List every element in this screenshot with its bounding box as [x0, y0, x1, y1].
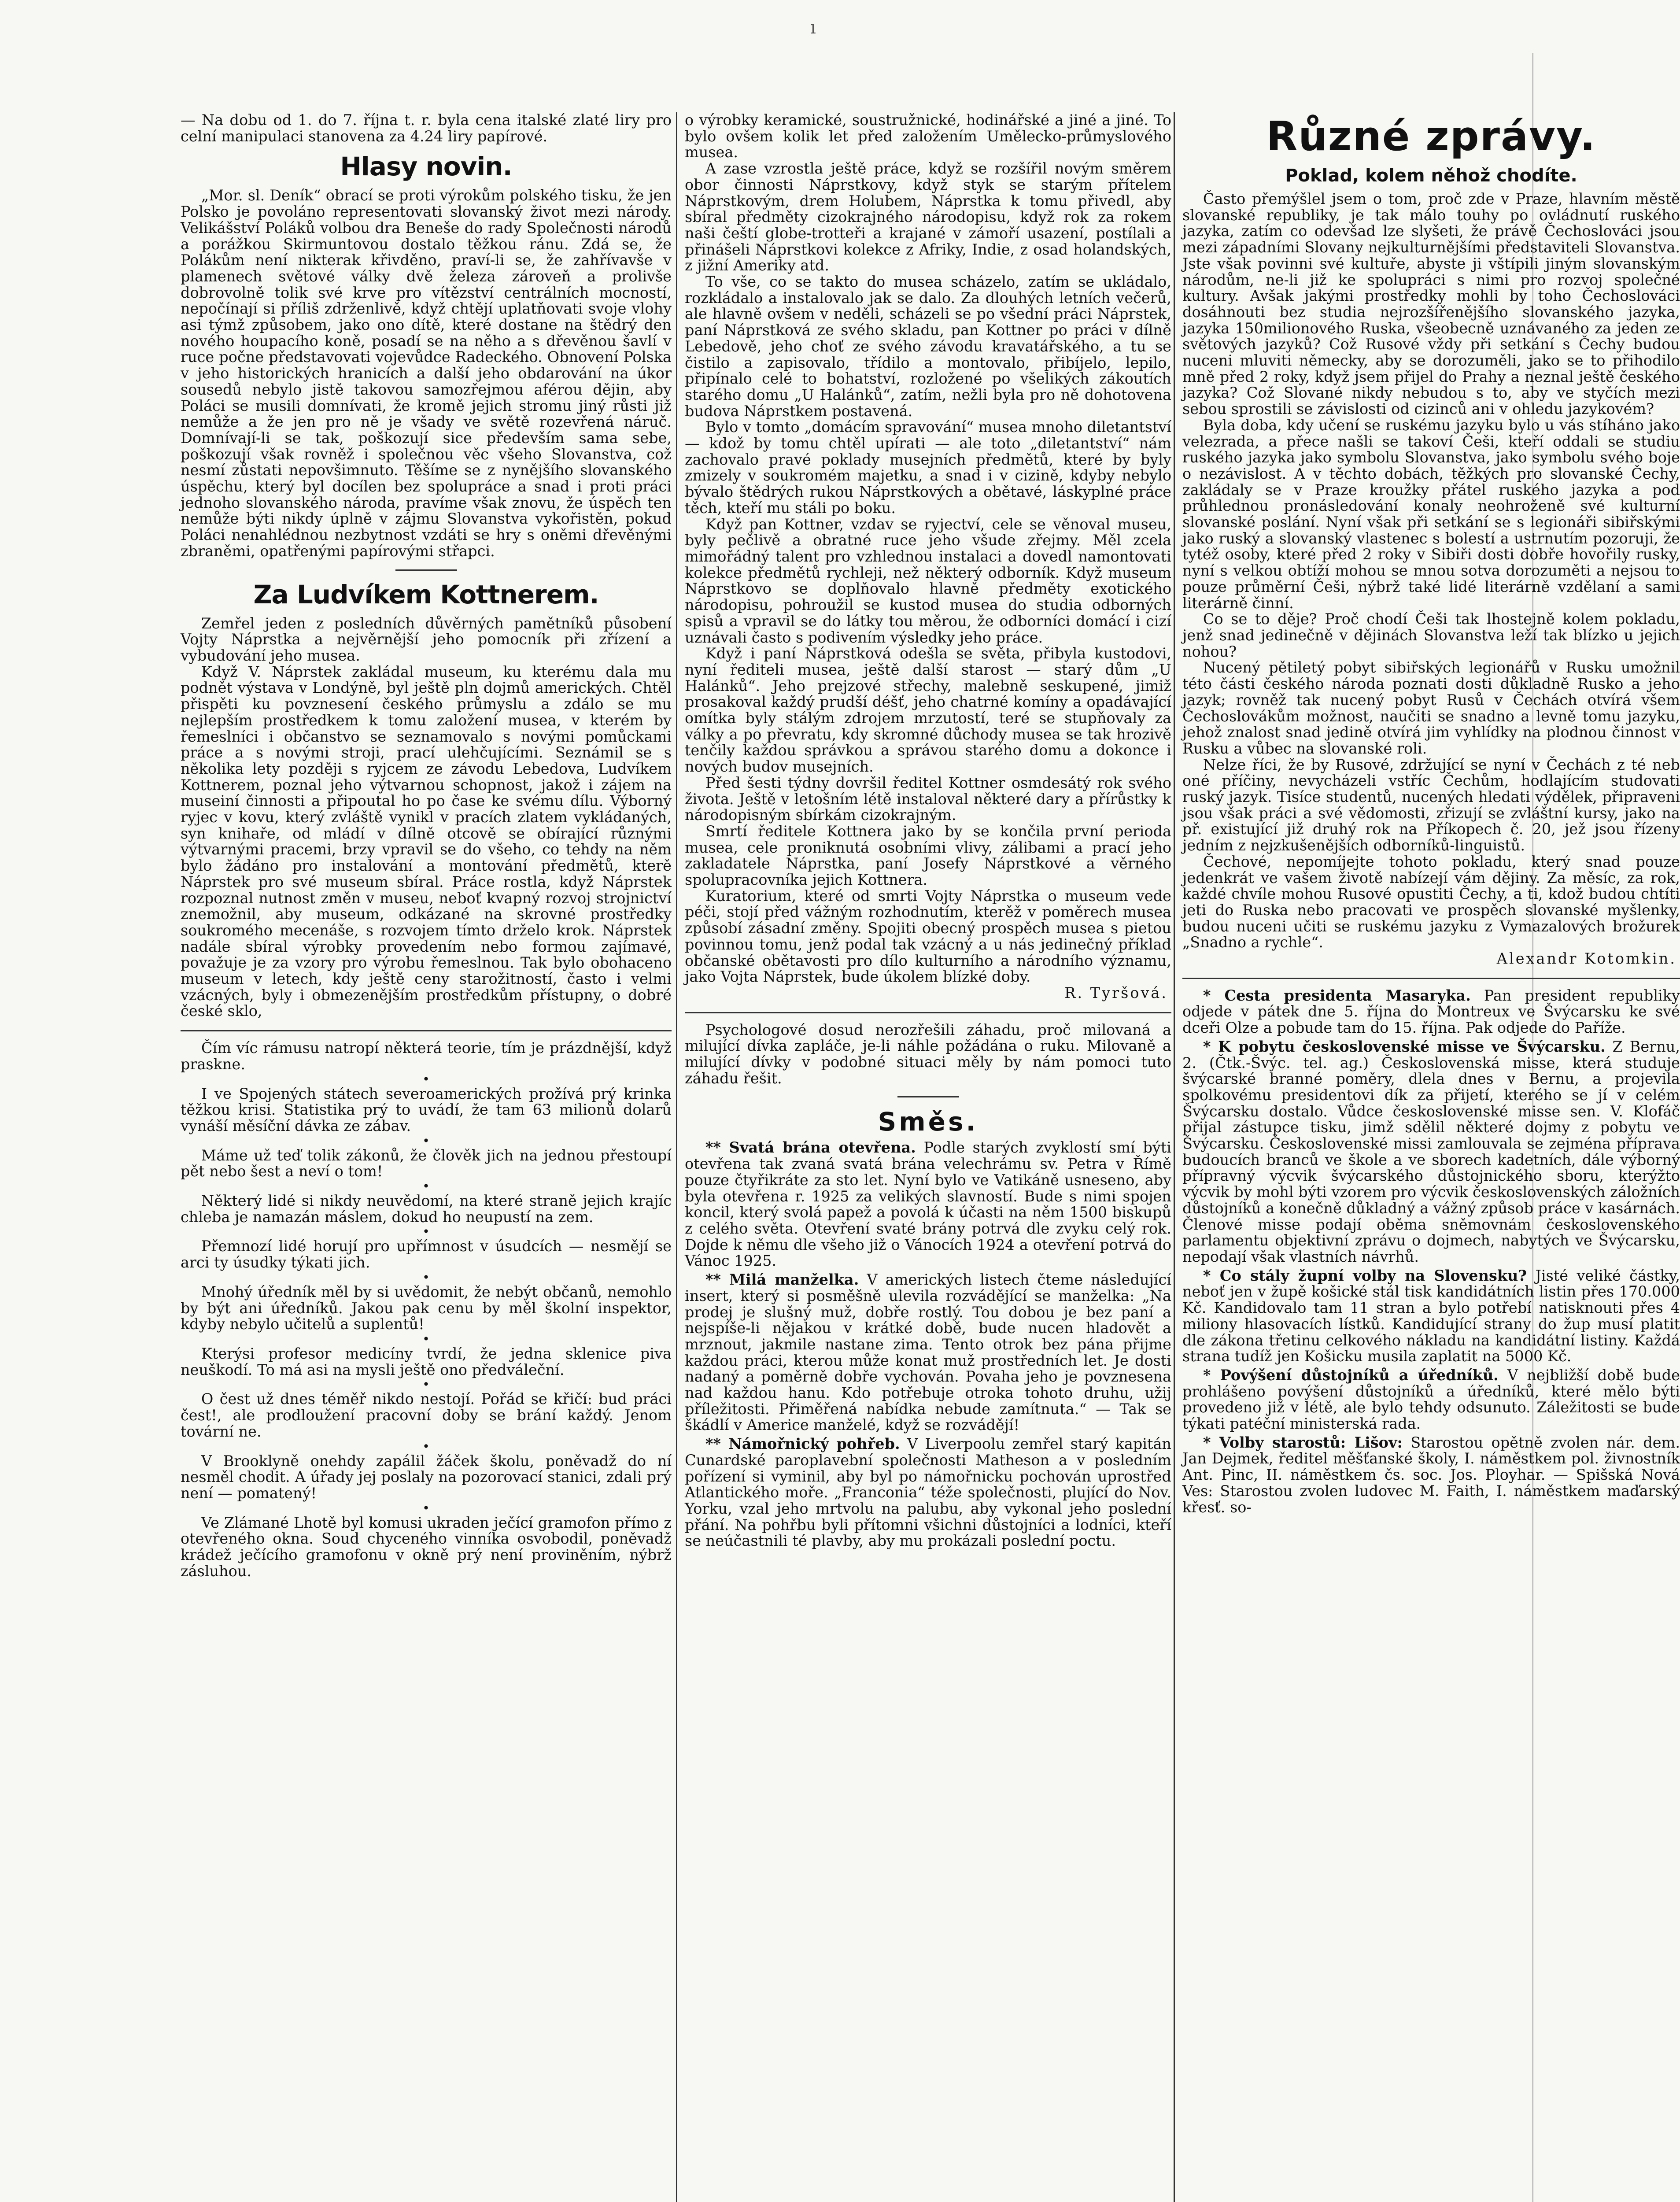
column-rule-2: [1174, 112, 1175, 2202]
filler-item: Psychologové dosud nerozřešili záhadu, proč milovaná a milující dívka zapláče, je-li náhle požádána o ruku. Milovaně a milující dívky v podobné situaci měly by nám pomoci tuto záhadu řešit.: [685, 1021, 1171, 1087]
filler-item: Mnohý úředník měl by si uvědomit, že nebýt občanů, nemohlo by být ani úředníků. Jakou pak cenu by měl školní inspektor, kdyby nebylo učitelů a suplentů!: [181, 1283, 672, 1333]
kottner-continued: Bylo v tomto „domácím spravování“ musea mnoho diletantství — kdož by tomu chtěl upírati — ale toto „diletantství“ nám zachovalo pravé poklady musejních předmětů, které by byly zmizely v soukromém majetku, a snad i v cizině, kdyby nebylo bývalo štědrých rukou Náprstkových a obětavé, láskyplné práce těch, kteří mu stáli po boku.: [685, 418, 1171, 517]
article-paragraph: Čechové, nepomíjejte tohoto pokladu, který snad pouze jedenkrát ve vašem životě nabízejí vám dějiny. Za měsíc, za rok, každé chvíle mohou Rusové opustiti Čechy, a ti, kdož budou chtíti jeti do Ruska nebo pracovati ve prospěch slovanské myšlenky, budou nuceni učiti se ruskému jazyku z Vymazalových brožurek „Snadno a rychle“.: [1182, 853, 1680, 951]
separator-dot: •: [422, 1270, 430, 1285]
section-rule: [685, 1012, 1171, 1013]
news-item: [1182, 1039, 1680, 1265]
article-paragraph: Nucený pětiletý pobyt sibiřských legionářů v Rusku umožnil této části českého národa poznati dosti důkladně Rusko a jeho jazyk; rovněž tak nucený pobyt Rusů v Čechách otvírá všem Čechoslovákům možnost, naučiti se snadno a levně tomu jazyku, jehož znalost snad jedině otvírá jim vyhlídky na plodnou činnost v Rusku a vůbec na slovanské roli.: [1182, 659, 1680, 757]
news-item-title: * Povýšení důstojníků a úředníků.: [1203, 1366, 1499, 1384]
kottner-paragraph: Zemřel jeden z posledních důvěrných pamětníků působení Vojty Náprstka a nejvěrnější jeho pomocník při zřízení a vybudování jeho musea.: [181, 614, 672, 664]
smes-item-text: V amerických listech čteme následující insert, který si posměšně ulevila rozvádějící se manželka: „Na prodej je slušný muž, dobře rostlý. Tou dobou je bez paní a nejspíše-li nějakou v krátké době, bude nucen hladovět a mrznout, jakmile nastane zima. Tento otrok bez pána přijme každou práci, kterou může konat muž prostředních let. Je dosti nadaný a poměrně dobře vychován. Povaha jeho je povznesena nad každou hanu. Kdo potřebuje otroka tohoto druhu, užij příležitosti. Přiměřená nabídka nebude zamítnuta.“ — Tak se škádlí v Americe manželé, když se rozvádějí!: [685, 1271, 1171, 1434]
article-paragraph: Nelze říci, že by Rusové, zdržující se nyní v Čechách z té neb oné příčiny, nevycházeli vstříc Čechům, hodlajícím studovati ruský jazyk. Tisíce studentů, nucených hledati výdělek, připraveni jsou však práci a své vědomosti, zřizují se zvláštní kursy, jako na př. existující již druhý rok na Příkopech č. 20, jež jsou řízeny jedním z nejzkušenějších odborníků-linguistů.: [1182, 756, 1680, 854]
newspaper-page: [92, 70, 1680, 2202]
smes-item-text: Podle starých zvyklostí smí býti otevřena tak zvaná svatá brána velechrámu sv. Petra v Římě pouze čtyřikráte za sto let. Nyní bylo ve Vatikáně usneseno, aby byla otevřena r. 1925 za velikých slavností. Bude s nimi spojen koncil, který svolá papež a povolá k účasti na něm 1500 biskupů z celého světa. Otevření svaté brány potrvá dle zvyku celý rok. Dojde k němu dle všeho již o Vánocích 1924 a otevření potrvá do Vánoc 1925.: [685, 1139, 1172, 1270]
article-subtitle: Poklad, kolem něhož chodíte.: [1285, 166, 1577, 186]
column-rule-1: [676, 112, 677, 2202]
news-item-text: V nejbližší době bude prohlášeno povýšení důstojníků a úředníků, které mělo býti provedeno již v létě, ale bylo tehdy odsunuto. Záležitosti se bude týkati patéční ministerská rada.: [1182, 1366, 1680, 1433]
filler-item: O čest už dnes téměř nikdo nestojí. Pořád se křičí: bud práci čest!, ale prodloužení pracovní doby se brání každý. Jenom tovární ne.: [181, 1390, 672, 1440]
hlasy-text: „Mor. sl. Deník“ obrací se proti výrokům polského tisku, že jen Polsko je povoláno representovati slovanský život mezi národy. Velikášství Poláků volbou dra Beneše do rady Společnosti národů a porážkou Skirmuntovou dostalo těžkou ránu. Zdá se, že Polákům není nikterak křivděno, praví-li se, že zahřívavše v plamenech světové války dvě železa zároveň a prolivše dobrovolně tolik své krve pro vítězství centrálních mocností, nepočínají si příliš zdrženlivě, když chtějí uplatňovati svoje vlohy asi týmž způsobem, jako ono dítě, které dostane na štědrý den nového houpacího koně, posadí se na něho a s dřevěnou šavlí v ruce počne představovati vojevůdce Radeckého. Obnovení Polska v jeho historických hranicích a další jeho obdarování na úkor sousedů nebylo jistě takovou samozřejmou aférou dějin, aby Poláci se musili domnívati, že kromě jejich stromu jiný růsti již nemůže a že jen pro ně je všady ve světě rozevřená náruč. Domnívají-li se tak, poškozují sice především sama sebe, poškozují však rovněž i společnou věc všeho Slovanstva, což nesmí zůstati nepovšimnuto. Těšíme se z nynějšího slovanského úspěchu, který byl docílen bez spolupráce a snad i proti práci jednoho slovanského národa, pravíme však znovu, že úspěch ten nemůže býti nikdy úplně v zájmu Slovanstva vykořistěn, pokud Poláci nenahlédnou nezbytnost vzdáti se hry s oněmi dřevěnými zbraněmi, opatřenými papírovými střapci.: [181, 187, 672, 560]
column-2: [685, 112, 1171, 2202]
news-item-title: * Cesta presidenta Masaryka.: [1203, 986, 1471, 1004]
smes-heading: Směs.: [878, 1107, 978, 1137]
news-item: [1182, 1268, 1680, 1365]
news-item-title: * Volby starostů: Lišov:: [1203, 1434, 1403, 1451]
section-rule: [1182, 978, 1680, 979]
kottner-continued: Kuratorium, které od smrti Vojty Náprstka o museum vede péči, stojí před vážným rozhodnutím, kterěž v poměrech musea způsobí zásadní změny. Spojiti obecný prospěch musea s pietou povinnou tomu, jenž podal tak vzácný a u nás jedinečný příklad občanské obětavosti pro dílo kulturního a národního významu, jako Vojta Náprstek, bude úkolem blízké doby.: [685, 887, 1171, 986]
news-item-text: Jisté veliké částky, neboť jen v župě košické stál tisk kandidátních listin přes 170.000 Kč. Kandidovalo tam 11 stran a bylo potřebí natisknouti přes 4 miliony hlasovacích lístků. Kandidující strany do žup musí platit dle zákona třetinu celkového nákladu na kandidátní listiny. Každá strana tudíž jen Košicku musila zaplatit na 5000 Kč.: [1182, 1267, 1680, 1365]
kottner-continued: o výrobky keramické, soustružnické, hodinářské a jiné a jiné. To bylo ovšem kolik let před založením Umělecko-průmyslového musea.: [685, 111, 1171, 161]
filler-item: Ve Zlámané Lhotě byl komusi ukraden ječící gramofon přímo z otevřeného okna. Soud chyceného vinníka osvobodil, poněvadž krádež ječícího gramofonu v okně prý není proviněním, nýbrž zásluhou.: [181, 1514, 672, 1580]
kottner-paragraph: Když V. Náprstek zakládal museum, ku kterému dala mu podnět výstava v Londýně, byl ještě pln dojmů amerických. Chtěl přispěti ku povznesení českého průmyslu a zdálo se mu nejlepším prostředkem k tomu založení musea, v kterém by řemeslníci i občanstvo se seznamovalo s novými pomůckami práce a s novými stroji, prací ulehčujícími. Seznámil se s několika lety později s ryjcem ze závodu Lebedova, Ludvíkem Kottnerem, poznal jeho výtvarnou schopnost, jakož i zájem na museiní činnosti a připoutal ho po čase ke svému dílu. Výborný ryjec v kovu, který zvláště vynikl v pracích zlatem vykládaných, syn knihaře, od mládí v dílně otcově se obírající různými výtvarnými pracemi, brzy vpravil se do všeho, co tehdy na něm bylo žádáno pro instalování a montování předmětů, kterě Náprstek pro své museum sbíral. Práce rostla, když Náprstek rozpoznal nutnost změn v museu, neboť kvapný rozvoj strojnictví znemožnil, aby museum, odkázané na skrovné prostředky soukromého mecenáše, s rozvojem tímto drželo krok. Náprstek nadále sbíral výrobky provedením nebo formou zajímavé, považuje je za vzory pro výrobu řemeslnou. Tak bylo obohaceno museum v letech, kdy ještě ceny starožitností, často i velmi vzácných, byly i obmezenějším prostředkům přístupny, o dobré české sklo,: [181, 663, 672, 1020]
smes-item: [685, 1436, 1171, 1549]
filler-item: Přemnozí lidé horují pro upřímnost v úsudcích — nesmějí se arci ty úsudky týkati jich.: [181, 1238, 672, 1271]
smes-item-title: ** Námořnický pohřeb.: [705, 1435, 900, 1453]
article-signature: R. Tyršová.: [1064, 984, 1168, 1001]
news-item-title: * Co stály župní volby na Slovensku?: [1203, 1267, 1527, 1284]
news-item: [1182, 988, 1680, 1036]
smes-item: [685, 1272, 1171, 1434]
kottner-continued: A zase vzrostla ještě práce, když se rozšířil novým směrem obor činnosti Náprstkovy, když styk se starým přítelem Náprstkovým, drem Holubem, Náprstka k tomu přivedl, aby sbíral předměty cizokrajného národopisu, když rok za rokem naši čeští globe-trotteři a krajané v zámoří usazení, postílali a přinášeli Náprstkovi kolekce z Afriky, Indie, z osad holandských, z jižní Ameriky atd.: [685, 160, 1171, 274]
divider: [897, 1096, 959, 1097]
news-item-text: Pan president republiky odjede v pátek dne 5. října do Montreux ve Švýcarsku ke své dceři Olze a pobude tam do 15. října. Pak odjede do Paříže.: [1182, 986, 1680, 1037]
filler-item: I ve Spojených státech severoamerických prožívá prý krinka těžkou krisi. Statistika prý to uvádí, že tam 63 milionů dolarů vynáší měsíční dávka ze zábav.: [181, 1085, 672, 1134]
article-paragraph: Byla doba, kdy učení se ruskému jazyku bylo u vás stíháno jako velezrada, a přece našli se takoví Češi, kteří oddali se studiu ruského jazyka jako symbolu Slovanstva, jako symbolu svého boje o nezávislost. A v těchto dobách, těžkých pro slovanské Čechy, zakládaly se v Praze kroužky přátel ruského jazyka a pod průhlednou pronásledování konaly neohroženě své kulturní slovanské poslání. Nyní však při setkání se s legionáři sibiřskými jako ruský a slovanský vlastenec s bolestí a ustrnutím pozoruji, že tytéž osoby, které před 2 roky v Sibiři dosti dobře hovořily rusky, nyní s velkou obtíží mohou se mnou sotva dorozuměti a nejsou to pouze průměrní Češi, nýbrž také lidé literárně vzdělaní a sami literárně činní.: [1182, 416, 1680, 612]
separator-dot: •: [422, 1332, 430, 1346]
divider: [395, 569, 457, 571]
filler-item: V Brooklyně onehdy zapálil žáček školu, poněvadž do ní nesměl chodit. A úřady jej poslaly na pozorovací stanici, zdali prý není — pomatený!: [181, 1452, 672, 1502]
filler-item: Kterýsi profesor medicíny tvrdí, že jedna sklenice piva neuškodí. To má asi na mysli ještě ono předváleční.: [181, 1345, 672, 1378]
separator-dot: •: [422, 1224, 430, 1239]
section-title: Různé zprávy.: [1266, 113, 1596, 160]
column-1: [181, 112, 672, 2202]
lira-notice: — Na dobu od 1. do 7. října t. r. byla cena italské zlaté liry pro celní manipulaci stanovena za 4.24 liry papírové.: [181, 111, 672, 145]
column-3: [1182, 112, 1680, 2202]
filler-item: Čím víc rámusu natropí některá teorie, tím je prázdnější, když praskne.: [181, 1039, 672, 1073]
news-item: [1182, 1367, 1680, 1432]
news-item: [1182, 1435, 1680, 1516]
news-item-title: * K pobytu československé misse ve Švýcarsku.: [1203, 1038, 1606, 1055]
kottner-continued: To vše, co se takto do musea scházelo, zatím se ukládalo, rozkládalo a instalovalo jak se dalo. Za dlouhých letních večerů, ale hlavně ovšem v neděli, scházeli se po všední práci Náprstek, paní Náprstková ze svého skladu, pan Kottner po práci v dílně Lebedově, jeho choť ze svého závodu kravatářského, a tu se čistilo a zapisovalo, třídilo a montovalo, přibíjelo, lepilo, připínalo celé to bohatství, rozložené po všelikých zákoutích starého domu „U Halánků“, zatím, nežli byla pro ně dohotovena budova Náprstkem postavená.: [685, 273, 1171, 420]
smes-item-title: ** Milá manželka.: [705, 1271, 859, 1289]
smes-item-title: ** Svatá brána otevřena.: [705, 1139, 916, 1156]
separator-dot: •: [422, 1071, 430, 1086]
article-paragraph: Co se to děje? Proč chodí Češi tak lhostejně kolem pokladu, jenž snad jedinečně v dějinách Slovanstva leží tak blízko u jejich nohou?: [1182, 610, 1680, 660]
section-rule: [181, 1030, 672, 1031]
news-item-text: Starostou opětně zvolen nár. dem. Jan Dejmek, ředitel měšťanské školy, I. náměstkem pol. živnostník Ant. Pinc, II. náměstkem čs. soc. Jos. Ployhar. — Spišská Nová Ves: Starostou zvolen ludovec M. Faith, I. náměstkem maďarský křesť. so-: [1182, 1434, 1680, 1516]
separator-dot: •: [422, 1179, 430, 1194]
kottner-continued: Když pan Kottner, vzdav se ryjectví, cele se věnoval museu, byly pečlivě a obratné ruce jeho všude zřejmy. Měl zcela mimořádný talent pro vzhlednou instalaci a dovedl namontovati kolekce předmětů rychleji, než některý odborník. Když museum Náprstkovo se doplňovalo hlavně předměty exotického národopisu, pohroužil se kustod musea do studia odborných spisů a vpravil se do látky tou měrou, že odborníci domácí i cizí uznávali často s podivením výsledky jeho práce.: [685, 515, 1171, 646]
article-signature: Alexandr Kotomkin.: [1496, 950, 1676, 968]
scan-mark: ı: [810, 18, 816, 38]
article-paragraph: Často přemýšlel jsem o tom, proč zde v Praze, hlavním městě slovanské republiky, je tak málo touhy po ovládnutí ruského jazyka, zatím co odevšad lze slyšeti, že právě Čechoslováci jsou mezi západními Slovany nejkulturnějšími představiteli Slovanstva. Jste však povinni své kultuře, abyste ji vštípili jiným slovanským národům, ne-li již ke spolupráci s nimi pro rozvoj společné kultury. Avšak jakými prostředky mohli by toho Čechoslováci dosáhnouti bez studia nejrozšířenějšího slovanského jazyka, jazyka 150milionového Ruska, všeobecně uznávaného za jeden ze světových jazyků? Což Rusové vždy při setkání s Čechy budou nuceni mluviti německy, aby se dorozuměli, jako se to přihodilo mně před 2 roky, když jsem přijel do Prahy a neznal ještě českého jazyka? Což Slované nikdy nebudou s to, aby ve styčích mezi sebou sprostili se závislosti od cizinců ani v ohledu jazykovém?: [1182, 190, 1680, 418]
kottner-heading: Za Ludvíkem Kottnerem.: [253, 579, 599, 610]
filler-item: Některý lidé si nikdy neuvědomí, na které straně jejich krajíc chleba je namazán máslem, dokud ho neupustí na zem.: [181, 1192, 672, 1226]
separator-dot: •: [422, 1439, 430, 1454]
smes-item: [685, 1140, 1171, 1269]
separator-dot: •: [422, 1500, 430, 1515]
news-item-text: Z Bernu, 2. (Čtk.-Švýc. tel. ag.) Československá misse, která studuje švýcarské branné poměry, dlela dnes v Bernu, a projevila spolkovému presidentovi dík za přijetí, kterého se jí v celém Švýcarsku dostalo. Vůdce československé misse sen. V. Klofáč přijal zástupce tisku, jimž sdělil některé dojmy z pobytu ve Švýcarsku. Československé missi zamlouvala se zejména příprava budoucích branců ve škole a ve sborech kadetních, dále výborný přípravný výcvik švýcarského důstojnického sboru, kterýžto výcvik by mohl býti vzorem pro výcvik československých záložních důstojníků a konečně důkladný a vážný způsob práce v kasárnách. Členové misse podají oběma sněmovnám československého parlamentu objektivní zprávu o dojmech, nabytých ve Švýcarsku, nepodají však vlastních návrhů.: [1182, 1038, 1680, 1265]
kottner-continued: Smrtí ředitele Kottnera jako by se končila první perioda musea, cele proniknutá osobními vlivy, zálibami a prací jeho zakladatele Náprstka, paní Josefy Náprstkové a věrného spolupracovníka jejich Kottnera.: [685, 822, 1171, 889]
smes-item-text: V Liverpoolu zemřel starý kapitán Cunardské paroplavební společnosti Matheson a v posledním pořízení si vyminil, aby byl po námořnicku pochován uprostřed Atlantického moře. „Franconia“ téže společnosti, plující do Nov. Yorku, vzal jeho mrtvolu na palubu, aby vykonal jeho poslední přání. Na pohřbu byli přítomni všichni důstojníci a lodníci, kteří se neúčastnili té plavby, aby mu prokázali poslední poctu.: [685, 1435, 1171, 1550]
kottner-continued: Když i paní Náprstková odešla se světa, přibyla kustodovi, nyní řediteli musea, ještě další starost — starý dům „U Halánků“. Jeho prejzové střechy, malebně seskupené, jimiž prosakoval každý prudší déšť, jeho chatrné komíny a opadávající omítka byly stálým zdrojem mrzutostí, teré se stupňovaly za války a po převratu, kdy skromné důchody musea se tak hrozivě tenčily každou správkou a správou starého domu a dokonce i nových budov musejních.: [685, 645, 1171, 776]
separator-dot: •: [422, 1377, 430, 1392]
hlasy-heading: Hlasy novin.: [340, 151, 512, 182]
separator-dot: •: [422, 1133, 430, 1148]
kottner-continued: Před šesti týdny dovršil ředitel Kottner osmdesátý rok svého života. Ještě v letošním létě instaloval některé dary a přírůstky k národopisným sbírkám cizokrajným.: [685, 774, 1171, 824]
filler-item: Máme už teď tolik zákonů, že člověk jich na jednou přestoupí pět nebo šest a neví o tom!: [181, 1146, 672, 1180]
